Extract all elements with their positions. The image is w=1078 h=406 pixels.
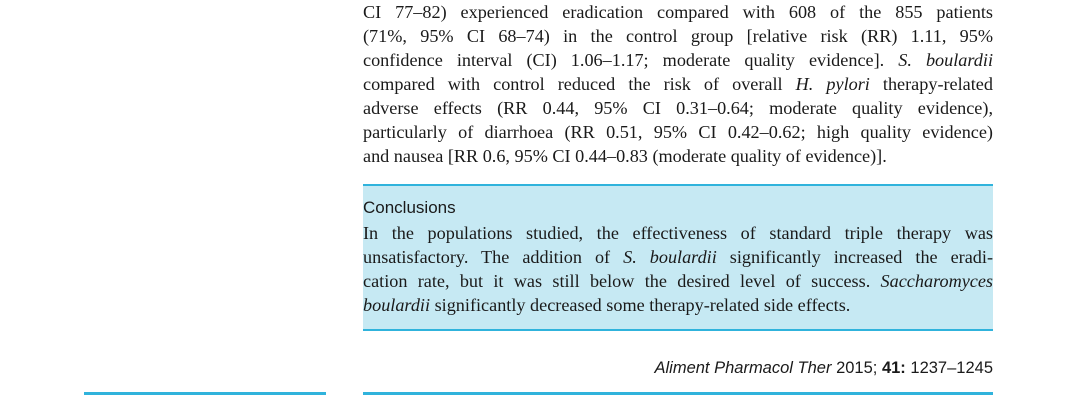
results-line	[363, 120, 993, 144]
italic-run: H. pylori	[795, 74, 870, 94]
conclusions-line	[363, 245, 993, 269]
results-line	[363, 48, 993, 72]
text-run: particularly of diarrhoea (RR 0.51, 95% CI 0.42–0.62; high quality evidence)	[363, 122, 993, 142]
conclusions-line	[363, 293, 993, 317]
citation-journal: Aliment Pharmacol Ther	[654, 359, 832, 377]
text-run: adverse effects (RR 0.44, 95% CI 0.31–0.64; moderate quality evidence),	[363, 98, 993, 118]
results-paragraph	[363, 0, 993, 168]
text-run: confidence interval (CI) 1.06–1.17; moderate quality evidence].	[363, 50, 899, 70]
text-run: unsatisfactory. The addition of	[363, 247, 624, 267]
conclusions-line	[363, 221, 993, 245]
results-line	[363, 24, 993, 48]
text-run: compared with control reduced the risk of overall	[363, 74, 796, 94]
conclusions-text	[363, 221, 993, 317]
text-run: CI 77–82) experienced eradication compared with 608 of the 855 patients	[363, 2, 993, 22]
italic-run: S. boulardii	[898, 50, 993, 70]
footer-rule-right	[363, 392, 993, 395]
text-run: In the populations studied, the effectiveness of standard triple therapy was	[363, 223, 993, 243]
text-run: therapy-related	[869, 74, 993, 94]
citation-year: 2015;	[836, 359, 878, 377]
results-line	[363, 144, 993, 168]
citation-pages: 1237–1245	[910, 359, 993, 377]
footer-rule-left	[84, 392, 326, 395]
text-run: (71%, 95% CI 68–74) in the control group [relative risk (RR) 1.11, 95%	[363, 26, 993, 46]
conclusions-heading: Conclusions	[363, 198, 456, 217]
results-line	[363, 0, 993, 24]
italic-run: boulardii	[363, 295, 431, 315]
conclusions-line	[363, 269, 993, 293]
text-run: and nausea [RR 0.6, 95% CI 0.44–0.83 (moderate quality of evidence)].	[363, 146, 887, 166]
results-line	[363, 72, 993, 96]
italic-run: Saccharomyces	[880, 271, 993, 291]
citation-volume: 41:	[881, 359, 906, 377]
text-run: cation rate, but it was still below the desired level of success.	[363, 271, 881, 291]
italic-run: S. boulardii	[623, 247, 717, 267]
journal-citation	[654, 357, 993, 379]
results-line	[363, 96, 993, 120]
conclusions-bottom-rule	[363, 329, 993, 331]
results-text	[363, 0, 993, 168]
text-run: significantly decreased some therapy-related side effects.	[430, 295, 851, 315]
text-run: significantly increased the eradi-	[716, 247, 994, 267]
